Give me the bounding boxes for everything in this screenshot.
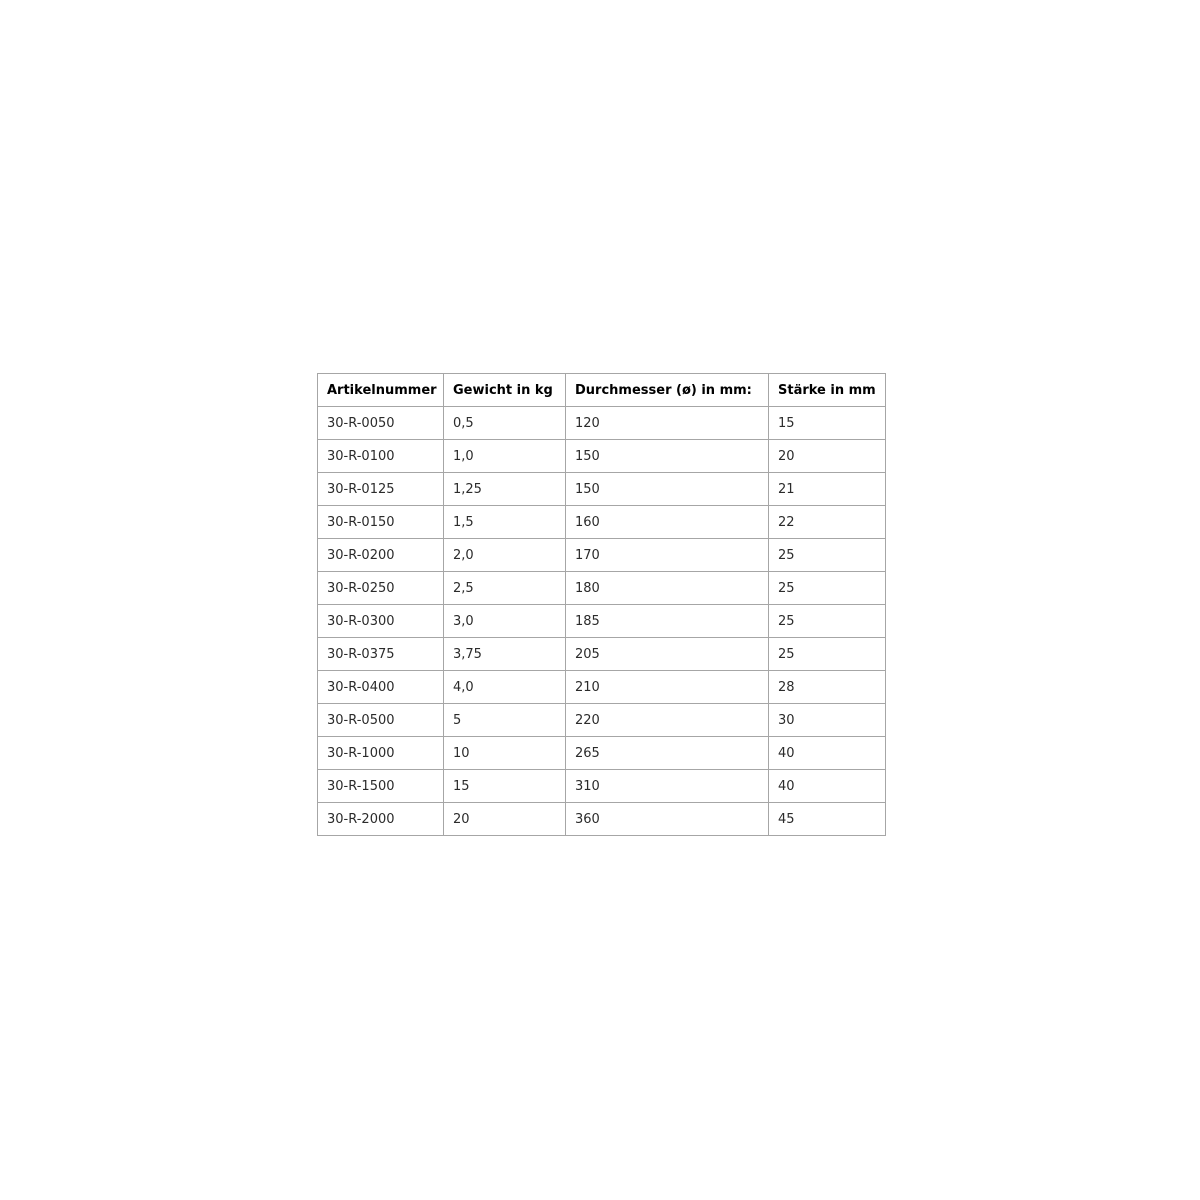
table-row [318, 506, 886, 539]
table-row [318, 473, 886, 506]
table-cell: 205 [566, 638, 769, 671]
table-cell: 10 [444, 737, 566, 770]
table-cell: 30-R-0250 [318, 572, 444, 605]
table-cell: 2,5 [444, 572, 566, 605]
header-artikelnummer: Artikelnummer [318, 374, 444, 407]
table-cell: 265 [566, 737, 769, 770]
table-row [318, 440, 886, 473]
table-cell: 30 [769, 704, 886, 737]
table-cell: 30-R-0100 [318, 440, 444, 473]
table-cell: 3,75 [444, 638, 566, 671]
table-cell: 45 [769, 803, 886, 836]
table-cell: 185 [566, 605, 769, 638]
table-cell: 22 [769, 506, 886, 539]
table-cell: 170 [566, 539, 769, 572]
table-cell: 0,5 [444, 407, 566, 440]
table-row [318, 803, 886, 836]
table-cell: 210 [566, 671, 769, 704]
table-row [318, 638, 886, 671]
table-cell: 20 [769, 440, 886, 473]
table-cell: 30-R-0150 [318, 506, 444, 539]
table-cell: 30-R-1000 [318, 737, 444, 770]
table-row [318, 407, 886, 440]
header-gewicht: Gewicht in kg [444, 374, 566, 407]
table-cell: 1,5 [444, 506, 566, 539]
table-cell: 5 [444, 704, 566, 737]
header-durchmesser: Durchmesser (ø) in mm: [566, 374, 769, 407]
table-cell: 21 [769, 473, 886, 506]
table-cell: 4,0 [444, 671, 566, 704]
table-cell: 3,0 [444, 605, 566, 638]
table-cell: 150 [566, 473, 769, 506]
table-cell: 30-R-0050 [318, 407, 444, 440]
table-cell: 28 [769, 671, 886, 704]
table-cell: 30-R-0500 [318, 704, 444, 737]
table-cell: 180 [566, 572, 769, 605]
table-cell: 25 [769, 638, 886, 671]
table-cell: 25 [769, 539, 886, 572]
table-row [318, 671, 886, 704]
table-row [318, 572, 886, 605]
table-cell: 360 [566, 803, 769, 836]
header-staerke: Stärke in mm [769, 374, 886, 407]
table-row [318, 704, 886, 737]
table-row [318, 770, 886, 803]
table-cell: 2,0 [444, 539, 566, 572]
table-cell: 160 [566, 506, 769, 539]
product-spec-table-container [317, 373, 886, 836]
table-cell: 30-R-0200 [318, 539, 444, 572]
table-cell: 310 [566, 770, 769, 803]
table-cell: 25 [769, 605, 886, 638]
table-cell: 120 [566, 407, 769, 440]
table-cell: 220 [566, 704, 769, 737]
table-cell: 30-R-0400 [318, 671, 444, 704]
table-cell: 30-R-2000 [318, 803, 444, 836]
table-cell: 20 [444, 803, 566, 836]
table-header-row [318, 374, 886, 407]
product-spec-table [317, 373, 886, 836]
table-cell: 30-R-0125 [318, 473, 444, 506]
table-cell: 40 [769, 737, 886, 770]
table-cell: 1,0 [444, 440, 566, 473]
table-cell: 15 [769, 407, 886, 440]
table-cell: 150 [566, 440, 769, 473]
table-cell: 25 [769, 572, 886, 605]
table-cell: 30-R-0375 [318, 638, 444, 671]
table-cell: 30-R-1500 [318, 770, 444, 803]
table-row [318, 539, 886, 572]
table-cell: 1,25 [444, 473, 566, 506]
table-row [318, 605, 886, 638]
table-cell: 40 [769, 770, 886, 803]
table-cell: 15 [444, 770, 566, 803]
table-body [318, 407, 886, 836]
table-cell: 30-R-0300 [318, 605, 444, 638]
table-row [318, 737, 886, 770]
